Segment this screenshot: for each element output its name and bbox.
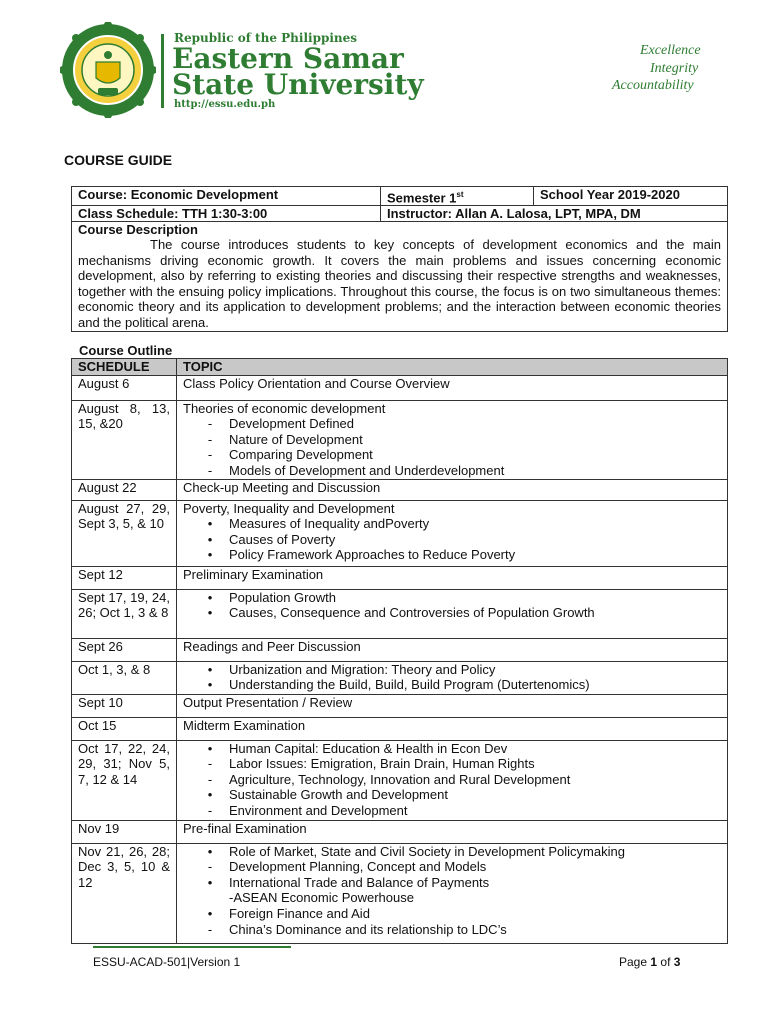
schedule-cell: Sept 17, 19, 24, 26; Oct 1, 3 & 8 (72, 589, 177, 638)
topic-list (183, 821, 721, 837)
bullet-icon: • (207, 905, 213, 921)
topic-list (183, 844, 721, 938)
footer-line (93, 946, 291, 948)
bullet-icon: • (207, 661, 213, 677)
topic-cell (177, 375, 728, 400)
course-description-text: The course introduces students to key concepts of development economics and the main mechanisms driving economic growth. It covers the main problems and issues concerning economic development, also by referring to existing theories and discussing their respective strengths and weaknesses, together with the ensuing policy implications. Throughout this course, the focus is on two simultaneous themes: economic theory and its application to development problems; and the interaction between economic theories and the political arena. (78, 237, 721, 330)
topic-cell (177, 400, 728, 479)
topic-text: Development Defined (229, 416, 355, 432)
schedule-cell: Sept 26 (72, 638, 177, 661)
table-row (72, 375, 728, 400)
class-schedule: Class Schedule: TTH 1:30-3:00 (72, 206, 381, 222)
topic-text: Preliminary Examination (183, 566, 324, 582)
document-code: ESSU-ACAD-501|Version 1 (93, 955, 241, 969)
semester: Semester 1st (381, 187, 534, 206)
topic-item (183, 662, 721, 678)
topic-text: Pre-final Examination (183, 820, 307, 836)
table-row (72, 479, 728, 500)
dash-marker: - (207, 431, 213, 447)
motto-accountability: Accountability (612, 78, 694, 93)
topic-item (183, 859, 721, 875)
topic-item (183, 890, 721, 906)
topic-text: Agriculture, Technology, Innovation and Rural Development (229, 771, 571, 787)
university-name-line1: Eastern Samar (172, 42, 404, 75)
topic-list (183, 501, 721, 563)
table-row (72, 717, 728, 740)
schedule-header: SCHEDULE (72, 359, 177, 376)
bullet-icon: • (207, 843, 213, 859)
topic-list (183, 480, 721, 496)
topic-text: Nature of Development (229, 431, 363, 447)
topic-item (183, 590, 721, 606)
topic-item (183, 605, 721, 621)
dash-marker: - (207, 447, 213, 463)
topic-item (183, 463, 721, 479)
schedule-cell: August 8, 13, 15, &20 (72, 400, 177, 479)
topic-cell (177, 479, 728, 500)
schedule-cell: Oct 15 (72, 717, 177, 740)
school-year: School Year 2019-2020 (534, 187, 728, 206)
topic-item (183, 741, 721, 757)
bullet-icon: • (207, 787, 213, 803)
topic-text: Understanding the Build, Build, Build Program (Dutertenomics) (229, 677, 590, 693)
schedule-cell: Nov 21, 26, 28; Dec 3, 5, 10 & 12 (72, 843, 177, 943)
topic-text: -ASEAN Economic Powerhouse (229, 890, 414, 906)
course-outline-body (72, 375, 728, 943)
table-row (72, 400, 728, 479)
topic-item (183, 516, 721, 532)
table-row (72, 694, 728, 717)
course-outline-title: Course Outline (79, 343, 173, 358)
table-row (72, 638, 728, 661)
table-row (72, 843, 728, 943)
page-title: COURSE GUIDE (64, 152, 173, 168)
topic-text: Class Policy Orientation and Course Overview (183, 375, 450, 391)
dash-marker: - (207, 859, 213, 875)
topic-item (183, 772, 721, 788)
topic-cell (177, 638, 728, 661)
topic-item (183, 844, 721, 860)
dash-marker: - (207, 416, 213, 432)
bullet-icon: • (207, 531, 213, 547)
topic-item (183, 787, 721, 803)
schedule-cell: August 22 (72, 479, 177, 500)
topic-text: China’s Dominance and its relationship to LDC’s (229, 921, 507, 937)
table-row (72, 566, 728, 589)
topic-item (183, 416, 721, 432)
topic-text: Poverty, Inequality and Development (183, 500, 395, 516)
topic-item (183, 677, 721, 693)
republic-label: Republic of the Philippines (174, 31, 358, 45)
bullet-icon: • (207, 605, 213, 621)
course-name: Course: Economic Development (72, 187, 381, 206)
topic-item (183, 532, 721, 548)
topic-item (183, 922, 721, 938)
topic-text: Human Capital: Education & Health in Econ Dev (229, 740, 508, 756)
topic-text: Development Planning, Concept and Models (229, 859, 487, 875)
topic-item (183, 821, 721, 837)
topic-item (183, 639, 721, 655)
dash-marker: - (207, 462, 213, 478)
university-seal-logo (60, 22, 156, 118)
topic-item (183, 567, 721, 583)
topic-cell (177, 843, 728, 943)
topic-cell (177, 589, 728, 638)
course-description-title: Course Description (78, 222, 198, 238)
topic-item (183, 401, 721, 417)
bullet-icon: • (207, 874, 213, 890)
motto-integrity: Integrity (650, 61, 699, 76)
topic-cell (177, 820, 728, 843)
course-outline-table (71, 358, 728, 944)
table-row (72, 589, 728, 638)
topic-text: Models of Development and Underdevelopment (229, 462, 505, 478)
topic-item (183, 756, 721, 772)
topic-item (183, 875, 721, 891)
topic-text: Labor Issues: Emigration, Brain Drain, Human Rights (229, 756, 535, 772)
topic-list (183, 662, 721, 693)
topic-list (183, 741, 721, 819)
topic-list (183, 590, 721, 621)
schedule-cell: Nov 19 (72, 820, 177, 843)
bullet-icon: • (207, 677, 213, 693)
dash-marker: - (207, 756, 213, 772)
topic-list (183, 376, 721, 392)
topic-text: International Trade and Balance of Payments (229, 874, 490, 890)
page-indicator: Page 1 of 3 (619, 955, 681, 969)
topic-text: Policy Framework Approaches to Reduce Poverty (229, 547, 516, 563)
topic-cell (177, 694, 728, 717)
topic-cell (177, 500, 728, 566)
topic-item (183, 718, 721, 734)
topic-text: Readings and Peer Discussion (183, 638, 361, 654)
topic-list (183, 401, 721, 479)
topic-text: Check-up Meeting and Discussion (183, 479, 381, 495)
topic-list (183, 567, 721, 583)
topic-text: Foreign Finance and Aid (229, 905, 370, 921)
course-info-table (71, 186, 728, 332)
university-url[interactable]: http://essu.edu.ph (174, 99, 276, 110)
dash-marker: - (207, 771, 213, 787)
topic-item (183, 547, 721, 563)
topic-cell (177, 661, 728, 694)
topic-text: Causes of Poverty (229, 531, 336, 547)
course-description-cell (72, 222, 728, 332)
schedule-cell: Sept 10 (72, 694, 177, 717)
topic-list (183, 639, 721, 655)
topic-list (183, 695, 721, 711)
topic-item (183, 376, 721, 392)
topic-item (183, 480, 721, 496)
topic-item (183, 501, 721, 517)
dash-marker: - (207, 921, 213, 937)
bullet-icon: • (207, 516, 213, 532)
table-row (72, 500, 728, 566)
table-row (72, 820, 728, 843)
topic-list (183, 718, 721, 734)
topic-item (183, 803, 721, 819)
topic-text: Environment and Development (229, 802, 408, 818)
header-divider (161, 34, 164, 108)
topic-text: Urbanization and Migration: Theory and Policy (229, 661, 496, 677)
topic-item (183, 695, 721, 711)
university-name-line2: State University (172, 68, 424, 101)
topic-header: TOPIC (177, 359, 728, 376)
dash-marker: - (207, 802, 213, 818)
schedule-cell: Oct 17, 22, 24, 29, 31; Nov 5, 7, 12 & 14 (72, 740, 177, 820)
topic-text: Population Growth (229, 589, 336, 605)
topic-cell (177, 566, 728, 589)
topic-text: Sustainable Growth and Development (229, 787, 448, 803)
topic-item (183, 906, 721, 922)
bullet-icon: • (207, 740, 213, 756)
topic-text: Comparing Development (229, 447, 373, 463)
table-row (72, 740, 728, 820)
topic-item (183, 447, 721, 463)
topic-text: Midterm Examination (183, 717, 306, 733)
topic-cell (177, 740, 728, 820)
topic-text: Measures of Inequality andPoverty (229, 516, 430, 532)
schedule-cell: August 6 (72, 375, 177, 400)
topic-cell (177, 717, 728, 740)
topic-text: Role of Market, State and Civil Society in Development Policymaking (229, 843, 625, 859)
table-row (72, 661, 728, 694)
topic-item (183, 432, 721, 448)
schedule-cell: Sept 12 (72, 566, 177, 589)
schedule-cell: Oct 1, 3, & 8 (72, 661, 177, 694)
schedule-cell: August 27, 29, Sept 3, 5, & 10 (72, 500, 177, 566)
topic-text: Causes, Consequence and Controversies of Population Growth (229, 605, 595, 621)
motto-excellence: Excellence (640, 43, 701, 58)
topic-text: Output Presentation / Review (183, 694, 353, 710)
bullet-icon: • (207, 589, 213, 605)
bullet-icon: • (207, 547, 213, 563)
topic-text: Theories of economic development (183, 400, 386, 416)
instructor: Instructor: Allan A. Lalosa, LPT, MPA, DM (381, 206, 728, 222)
